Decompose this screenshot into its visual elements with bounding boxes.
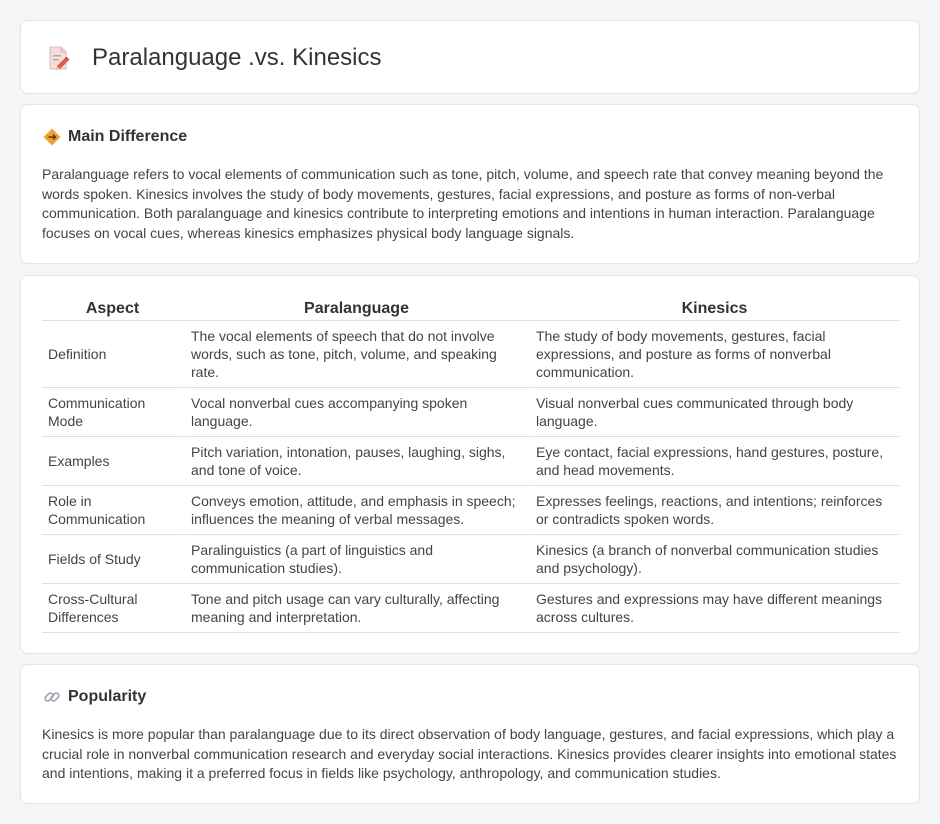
table-row: [42, 535, 899, 584]
table-cell: The vocal elements of speech that do not involve words, such as tone, pitch, volume, and speaking rate.: [183, 321, 528, 388]
header-card: [20, 20, 920, 94]
comparison-card: [20, 275, 920, 654]
table-cell: Kinesics (a branch of nonverbal communication studies and psychology).: [528, 535, 899, 584]
table-row: [42, 584, 899, 633]
main-difference-card: [20, 104, 920, 264]
table-header-row: [42, 296, 899, 321]
table-cell: Paralinguistics (a part of linguistics and communication studies).: [183, 535, 528, 584]
section-title: Main Difference: [68, 128, 188, 145]
table-cell: Gestures and expressions may have different meanings across cultures.: [528, 584, 899, 633]
table-cell: Fields of Study: [42, 535, 183, 584]
table-cell: Cross-Cultural Differences: [42, 584, 183, 633]
table-cell: Examples: [42, 437, 183, 486]
table-row: [42, 437, 899, 486]
popularity-text: Kinesics is more popular than paralanguage due to its direct observation of body language, gestures, and facial expressions, which play a crucial role in nonverbal communication research and everyday social interactions. Kinesics provides clearer insights into emotional states and intentions, making it a preferred focus in fields like psychology, anthropology, and communication studies.: [42, 726, 897, 782]
table-row: [42, 388, 899, 437]
popularity-card: [20, 664, 920, 804]
comparison-table: [42, 296, 899, 633]
table-cell: Visual nonverbal cues communicated through body language.: [528, 388, 899, 437]
popularity-heading: [43, 687, 146, 707]
column-header: Aspect: [42, 296, 183, 321]
table-cell: Eye contact, facial expressions, hand gestures, posture, and head movements.: [528, 437, 899, 486]
main-difference-heading: [43, 127, 187, 147]
table-cell: Communication Mode: [42, 388, 183, 437]
table-cell: Conveys emotion, attitude, and emphasis in speech; influences the meaning of verbal messages.: [183, 486, 528, 535]
table-row: [42, 486, 899, 535]
page-title: Paralanguage .vs. Kinesics: [92, 44, 382, 71]
table-cell: Expresses feelings, reactions, and intentions; reinforces or contradicts spoken words.: [528, 486, 899, 535]
link-icon: [43, 688, 61, 706]
table-cell: Role in Communication: [42, 486, 183, 535]
table-cell: Pitch variation, intonation, pauses, laughing, sighs, and tone of voice.: [183, 437, 528, 486]
column-header: Paralanguage: [183, 296, 528, 321]
table-cell: Vocal nonverbal cues accompanying spoken language.: [183, 388, 528, 437]
table-cell: The study of body movements, gestures, facial expressions, and posture as forms of nonverbal communication.: [528, 321, 899, 388]
document-pencil-icon: [47, 45, 71, 71]
main-difference-text: Paralanguage refers to vocal elements of communication such as tone, pitch, volume, and speech rate that convey meaning beyond the words spoken. Kinesics involves the study of body movements, gestures, facial expressions, and posture as forms of non-verbal communication. Both paralanguage and kinesics contribute to interpreting emotions and intentions in human interaction. Paralanguage focuses on vocal cues, whereas kinesics emphasizes physical body language signals.: [42, 166, 884, 241]
table-row: [42, 321, 899, 388]
diamond-sign-icon: [43, 128, 61, 146]
column-header: Kinesics: [528, 296, 899, 321]
table-cell: Tone and pitch usage can vary culturally, affecting meaning and interpretation.: [183, 584, 528, 633]
table-cell: Definition: [42, 321, 183, 388]
section-title: Popularity: [68, 688, 147, 705]
